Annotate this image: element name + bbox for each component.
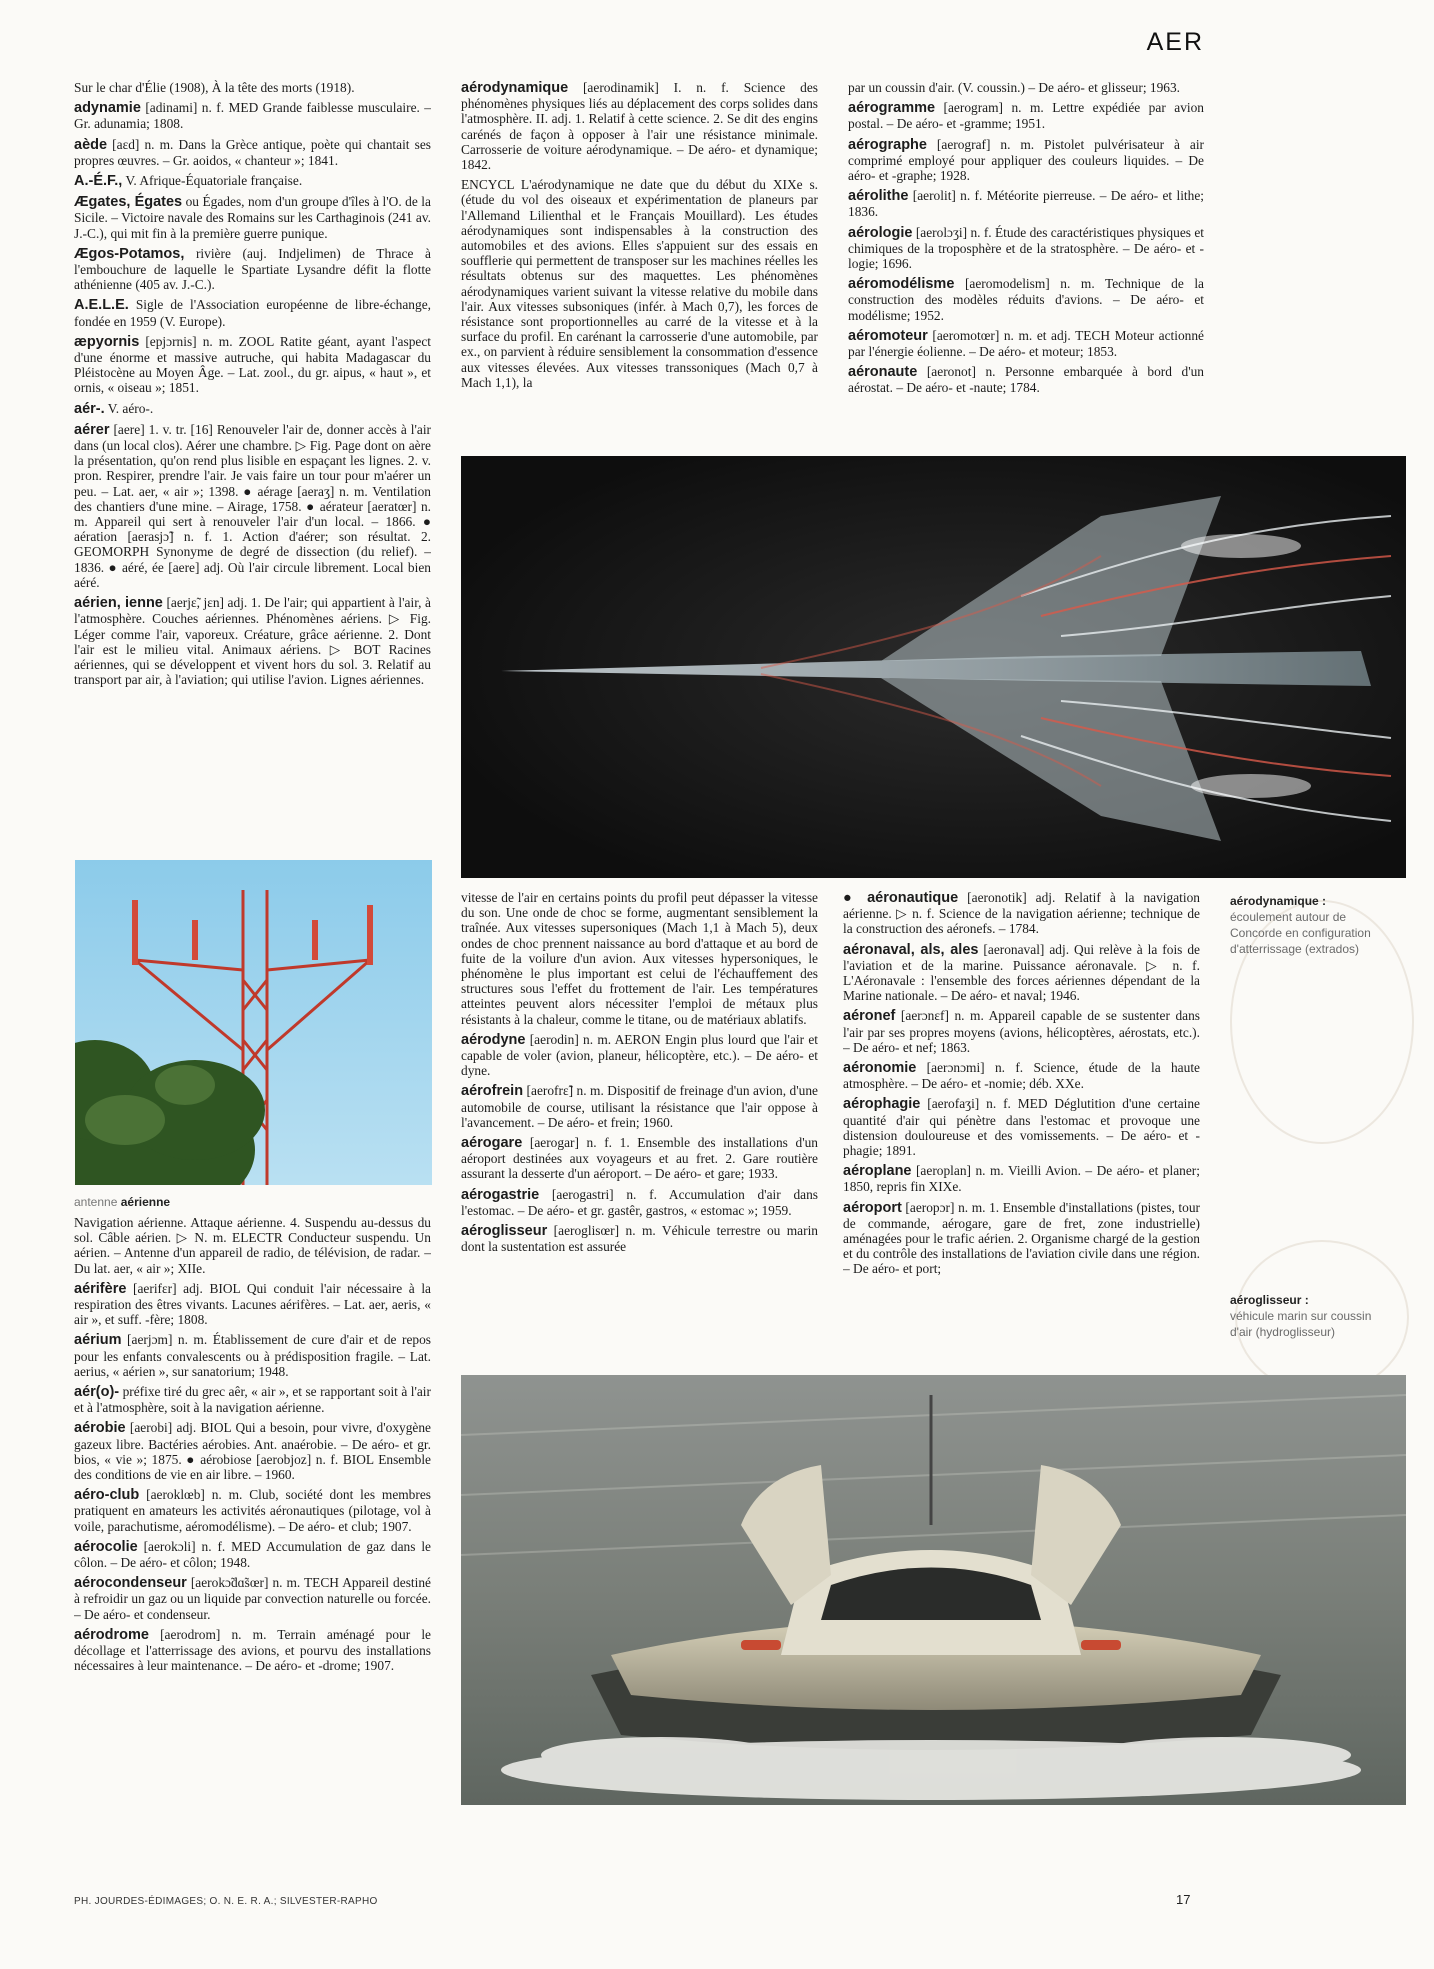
section-header: AER [1146, 28, 1204, 56]
entry-headword: aérogare [461, 1135, 523, 1152]
dictionary-entry: aérer [aere] 1. v. tr. [16] Renouveler l'air de, donner accès à l'air dans (un local clos). Aérer une chambre. ▷ Fig. Page dont on aère la présentation, qu'on rend plus lisible en espaçant les lignes. 2. v. pron. Respirer, prendre l'air. Je vais faire un tour pour m'aérer un peu. – Lat. aer, « air »; 1398. ● aérage [aeraʒ] n. m. Ventilation des chantiers d'une mine. – Airage, 1758. ● aérateur [aeratœr] n. m. Appareil qui sert à renouveler l'air d'un local. – 1866. ● aération [aerasjɔ̃] n. f. 1. Action d'aérer; son résultat. 2. GEOMORPH Synonyme de degré de dissection (du relief). – 1836. ● aéré, ée [aere] adj. Où l'air circule librement. Local bien aéré. [74, 421, 431, 590]
entry-headword: aéronaval, als, ales [843, 941, 979, 958]
entry-headword: Ægos-Potamos, [74, 245, 185, 262]
entry-headword: aérifère [74, 1280, 127, 1297]
entry-headword: aéronomie [843, 1060, 917, 1077]
antenna-caption-word: aérienne [120, 1195, 171, 1209]
column-left-bottom [74, 1215, 431, 1885]
antenna-caption-prefix: antenne [74, 1195, 118, 1209]
column-middle-top [461, 80, 818, 442]
entry-headword: aéromoteur [848, 327, 928, 344]
page-number: 17 [1176, 1892, 1191, 1907]
entry-headword: A.-É.F., [74, 173, 123, 190]
dictionary-entry: aérogastrie [aerogastri] n. f. Accumulation d'air dans l'estomac. – De aéro- et gr. gastêr, gastros, « estomac »; 1959. [461, 1186, 818, 1218]
dictionary-entry: Sur le char d'Élie (1908), À la tête des morts (1918). [74, 80, 355, 95]
entry-headword: aérographe [848, 136, 927, 153]
dictionary-entry: aéroport [aeropɔr] n. m. 1. Ensemble d'installations (pistes, tour de commande, aérogare, gare de fret, zone industrielle) aménagées pour le trafic aérien. 2. Organisme chargé de la gestion et du contrôle des installations de l'aviation civile dans une région. – De aéro- et port; [843, 1199, 1200, 1277]
concorde-caption [1230, 893, 1380, 957]
dictionary-entry: aéronef [aerɔnɛf] n. m. Appareil capable de se sustenter dans l'air par ses propres moyens (avions, hélicoptères, aérostats, etc.). – De aéro- et nef; 1863. [843, 1008, 1200, 1055]
entry-headword: aérophagie [843, 1096, 921, 1113]
dictionary-entry: aéronaute [aeronot] n. Personne embarquée à bord d'un aérostat. – De aéro- et -naute; 1784. [848, 364, 1204, 396]
dictionary-entry: Ægates, Égates ou Égades, nom d'un groupe d'îles à l'O. de la Sicile. – Victoire navale des Romains sur les Carthaginois (241 av. J.-C.), qui mit fin à la première guerre punique. [74, 194, 431, 241]
entry-headword: aér(o)- [74, 1384, 120, 1401]
dictionary-entry: aéromoteur [aeromotœr] n. m. et adj. TECH Moteur actionné par l'énergie éolienne. – De aéro- et moteur; 1853. [848, 327, 1204, 360]
entry-headword: ● aéronautique [843, 890, 959, 906]
dictionary-entry: aérographe [aerograf] n. m. Pistolet pulvérisateur à air comprimé employé pour appliquer des couleurs liquides. – De aéro- et -graphe; 1928. [848, 136, 1204, 184]
column-right-bottom [843, 890, 1200, 1360]
column-right-top [848, 80, 1204, 442]
dictionary-entry: aéronaval, als, ales [aeronaval] adj. Qui relève à la fois de l'aviation et de la marine. Puissance aéronavale. ▷ n. f. L'Aéronavale : l'ensemble des forces aériennes dépendant de la Marine nationale. – De aéro- et naval; 1946. [843, 941, 1200, 1004]
dictionary-entry: aérodynamique [aerodinamik] I. n. f. Science des phénomènes physiques liés au déplacement des corps solides dans l'atmosphère. II. adj. 1. Relatif à cette science. 2. Se dit des engins carénés de façon à opposer à l'air une résistance minimale. Carrosserie de voiture aérodynamique. – De aéro- et dynamique; 1842. [461, 80, 818, 173]
column-left [74, 80, 431, 848]
entry-headword: Ægates, Égates [74, 194, 183, 211]
entry-headword: aéroplane [843, 1163, 912, 1180]
entry-headword: aéronaute [848, 364, 918, 381]
dictionary-entry: aérium [aerjɔm] n. m. Établissement de cure d'air et de repos pour les enfants convalescents ou à prédisposition fragile. – Lat. aerius, « aérien », sur sanatorium; 1948. [74, 1332, 431, 1379]
entry-headword: aérium [74, 1332, 122, 1349]
entry-headword: aérocondenseur [74, 1575, 187, 1592]
dictionary-entry: aérocolie [aerokɔli] n. f. MED Accumulation de gaz dans le côlon. – De aéro- et côlon; 1948. [74, 1538, 431, 1571]
dictionary-entry: aérobie [aerobi] adj. BIOL Qui a besoin, pour vivre, d'oxygène gazeux libre. Bactéries aérobies. Ant. anaérobie. – De aéro- et gr. bios, « vie »; 1875. ● aérobiose [aerobjoz] n. f. BIOL Ensemble des conditions de vie en air libre. – 1960. [74, 1420, 431, 1483]
dictionary-entry: aéroglisseur [aeroglisœr] n. m. Véhicule terrestre ou marin dont la sustentation est assurée [461, 1223, 818, 1255]
dictionary-entry: aérophagie [aerofaʒi] n. f. MED Déglutition d'une certaine quantité d'air qui pénètre dans l'estomac et provoque une distension douloureuse et des vomissements. – De aéro- et -phagie; 1891. [843, 1096, 1200, 1159]
entry-headword: aér-. [74, 400, 105, 417]
dictionary-entry: vitesse de l'air en certains points du profil peut dépasser la vitesse du son. Une onde de choc se forme, augmentant sensiblement la traînée. Aux vitesses supersoniques (Mach 1,1 à Mach 5), deux ondes de choc prennent naissance au bord d'attaque et au bord de fuite de la voilure d'un avion. Aux vitesses hypersoniques, le phénomène le plus important est celui de l'échauffement des structures sous l'effet du frottement de l'air. Les températures atteintes peuvent alors nécessiter l'emploi de métaux plus résistants à la chaleur, comme le titane, ou de matériaux ablatifs. [461, 890, 818, 1027]
entry-headword: aéro-club [74, 1487, 140, 1504]
hovercraft-caption-title: aéroglisseur : [1230, 1293, 1309, 1307]
dictionary-entry: ENCYCL L'aérodynamique ne date que du début du XIXe s. (étude du vol des oiseaux et expérimentation de planeurs par l'Allemand Lilienthal et le Français Mouillard). Les études aérodynamiques sont indispensables à la construction des automobiles et des avions. Elles s'appuient sur des essais en soufflerie qui permettent de transposer sur les machines réelles les résultats obtenus sur des maquettes. Les phénomènes aérodynamiques varient suivant la vitesse relative du mobile dans l'air. Aux vitesses subsoniques (infér. à Mach 0,7), les forces de résistance sont proportionnelles au carré de la vitesse et à la surface du profil. En carénant la carrosserie d'une automobile, par ex., on parvient à réduire sensiblement la consommation d'essence aux vitesses élevées. Aux vitesses transsoniques (Mach 0,7 à Mach 1,1), la [461, 177, 818, 390]
photo-credits: PH. JOURDES-ÉDIMAGES; O. N. E. R. A.; SILVESTER-RAPHO [74, 1896, 378, 1907]
dictionary-entry: aérogare [aerogar] n. f. 1. Ensemble des installations d'un aéroport destinées aux voyageurs et au fret. 2. Gare routière assurant la desserte d'un aéroport. – De aéro- et gare; 1933. [461, 1135, 818, 1182]
concorde-photo [461, 456, 1406, 878]
dictionary-entry: aérodrome [aerodrom] n. m. Terrain aménagé pour le décollage et l'atterrissage des avions, et pourvu des installations nécessaires à leur maintenance. – De aéro- et -drome; 1907. [74, 1626, 431, 1674]
dictionary-entry: aéro-club [aeroklœb] n. m. Club, société dont les membres pratiquent en amateurs les activités aéronautiques (pilotage, vol à voile, parachutisme, aéromodélisme). – De aéro- et club; 1907. [74, 1487, 431, 1534]
concorde-caption-title: aérodynamique : [1230, 894, 1327, 908]
entry-headword: aéroglisseur [461, 1223, 548, 1240]
dictionary-entry: aérolithe [aerolit] n. f. Météorite pierreuse. – De aéro- et lithe; 1836. [848, 188, 1204, 220]
entry-headword: aède [74, 136, 108, 153]
antenna-caption [74, 1195, 170, 1209]
dictionary-entry: par un coussin d'air. (V. coussin.) – De aéro- et glisseur; 1963. [848, 80, 1181, 95]
dictionary-entry: aérien, ienne [aerjɛ̃, jɛn] adj. 1. De l'air; qui appartient à l'air, à l'atmosphère. Couches aériennes. Phénomènes aériens. ▷ Fig. Léger comme l'air, vaporeux. Créature, grâce aérienne. 2. Dont l'air est le milieu vital. Animaux aériens. ▷ BOT Racines aériennes, qui se développent et vivent hors du sol. 3. Relatif au transport par air, à l'aviation; qui utilise l'avion. Lignes aériennes. [74, 595, 431, 688]
entry-headword: aérobie [74, 1420, 126, 1437]
entry-headword: aérien, ienne [74, 595, 163, 612]
dictionary-entry: aède [aɛd] n. m. Dans la Grèce antique, poète qui chantait ses propres œuvres. – Gr. aoidos, « chanteur »; 1841. [74, 136, 431, 168]
entry-headword: aéronef [843, 1008, 896, 1025]
entry-headword: aérolithe [848, 188, 909, 205]
entry-headword: aérer [74, 421, 110, 438]
dictionary-entry: aérologie [aerolɔʒi] n. f. Étude des caractéristiques physiques et chimiques de la troposphère et de la stratosphère. – De aéro- et -logie; 1696. [848, 224, 1204, 272]
dictionary-entry: A.-É.F., V. Afrique-Équatoriale française. [74, 173, 303, 190]
dictionary-entry: æpyornis [epjɔrnis] n. m. ZOOL Ratite géant, ayant l'aspect d'une énorme et massive autruche, qui habita Madagascar du Pléistocène au Moyen Âge. – Lat. zool., du gr. aipus, « haut », et ornis, « oiseau »; 1851. [74, 333, 431, 396]
concorde-caption-text: écoulement autour de Concorde en configuration d'atterrissage (extrados) [1230, 910, 1371, 956]
entry-headword: aérodyne [461, 1031, 526, 1048]
column-middle-bottom [461, 890, 818, 1360]
entry-headword: aérogramme [848, 100, 936, 117]
dictionary-entry: aéromodélisme [aeromodelism] n. m. Technique de la construction des modèles réduits d'avions. – De aéro- et modélisme; 1952. [848, 276, 1204, 323]
dictionary-entry: aérocondenseur [aerokɔ̃dɑ̃sœr] n. m. TECH Appareil destiné à refroidir un gaz ou un liquide par convection naturelle ou forcée. – De aéro- et condenseur. [74, 1575, 431, 1622]
dictionary-entry: aérogramme [aerogram] n. m. Lettre expédiée par avion postal. – De aéro- et -gramme; 1951. [848, 100, 1204, 132]
entry-headword: adynamie [74, 100, 141, 117]
entry-headword: aérodynamique [461, 80, 569, 96]
dictionary-entry: aéronomie [aerɔnɔmi] n. f. Science, étude de la haute atmosphère. – De aéro- et -nomie; déb. XXe. [843, 1060, 1200, 1092]
hovercraft-caption-text: véhicule marin sur coussin d'air (hydroglisseur) [1230, 1309, 1372, 1339]
entry-headword: aéromodélisme [848, 276, 955, 293]
antenna-photo [75, 860, 432, 1185]
dictionary-entry: aér-. V. aéro-. [74, 400, 154, 417]
entry-headword: aérofrein [461, 1083, 524, 1100]
dictionary-entry: aérofrein [aerofrɛ̃] n. m. Dispositif de freinage d'un avion, d'une automobile de course, utilisant la résistance que l'air oppose à l'avancement. – De aéro- et frein; 1960. [461, 1083, 818, 1130]
dictionary-entry: aérifère [aerifɛr] adj. BIOL Qui conduit l'air nécessaire à la respiration des êtres vivants. Lacunes aérifères. – Lat. aer, aeris, « air », et suff. -fère; 1808. [74, 1280, 431, 1328]
hovercraft-photo [461, 1375, 1406, 1805]
entry-headword: aérogastrie [461, 1186, 540, 1203]
dictionary-entry: aéroplane [aeroplan] n. m. Vieilli Avion. – De aéro- et planer; 1850, repris fin XIXe. [843, 1163, 1200, 1195]
dictionary-entry: aér(o)- préfixe tiré du grec aêr, « air », et se rapportant soit à l'air et à l'atmosphère, soit à la navigation aérienne. [74, 1384, 431, 1416]
entry-headword: aérologie [848, 224, 913, 241]
hovercraft-caption [1230, 1292, 1380, 1340]
dictionary-entry: A.E.L.E. Sigle de l'Association européenne de libre-échange, fondée en 1959 (V. Europe). [74, 297, 431, 329]
dictionary-entry: ● aéronautique [aeronotik] adj. Relatif à la navigation aérienne. ▷ n. f. Science de la navigation aérienne; technique de la construction des aéronefs. – 1784. [843, 890, 1200, 937]
dictionary-entry: aérodyne [aerodin] n. m. AERON Engin plus lourd que l'air et capable de voler (avion, planeur, hélicoptère, etc.). – De aéro- et dyne. [461, 1031, 818, 1079]
dictionary-entry: adynamie [adinami] n. f. MED Grande faiblesse musculaire. – Gr. adunamia; 1808. [74, 100, 431, 132]
entry-headword: aéroport [843, 1199, 902, 1216]
entry-headword: A.E.L.E. [74, 297, 129, 314]
entry-headword: aérocolie [74, 1538, 138, 1555]
dictionary-entry: Ægos-Potamos, rivière (auj. Indjelimen) de Thrace à l'embouchure de laquelle le Spartiate Lysandre défit la flotte athénienne (405 av. J.-C.). [74, 245, 431, 293]
entry-headword: aérodrome [74, 1626, 149, 1643]
entry-headword: æpyornis [74, 333, 140, 350]
dictionary-entry: Navigation aérienne. Attaque aérienne. 4. Suspendu au-dessus du sol. Câble aérien. ▷ N. m. ELECTR Conducteur suspendu. Un aérien. – Antenne d'un appareil de radio, de télévision, de radar. – Du lat. aer, « air »; XIIe. [74, 1215, 431, 1276]
